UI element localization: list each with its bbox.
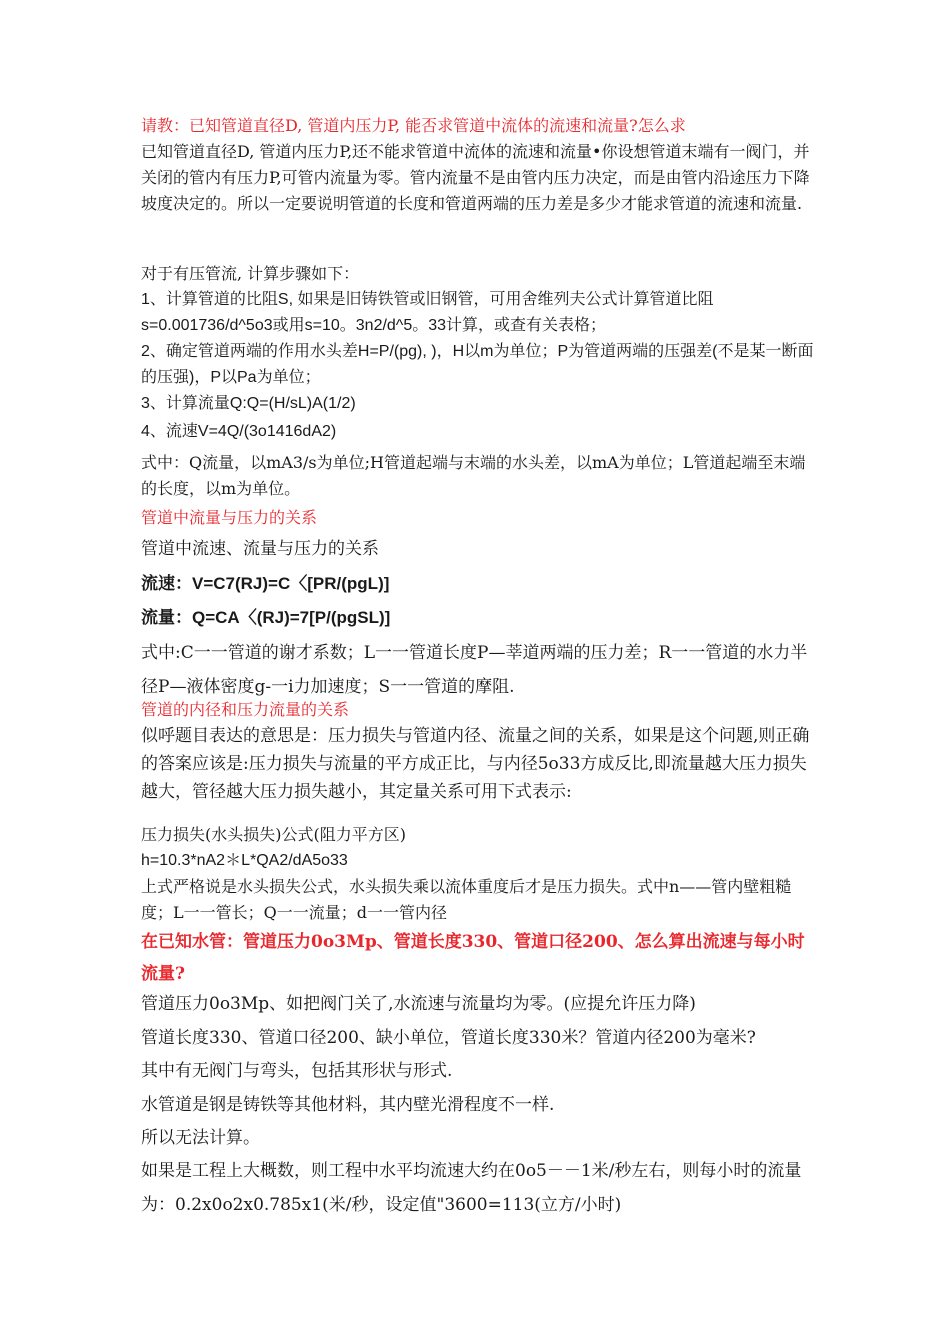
- section-heading-diameter: 管道的内径和压力流量的关系: [141, 700, 350, 719]
- answer-line-6: 如果是工程上大概数，则工程中水平均流速大约在0o5－－1米/秒左右，则每小时的流量为：0.2x0o2x0.785x1(米/秒，设定值"3600=113(立方/小时): [141, 1161, 802, 1215]
- loss-formula-title: 压力损失(水头损失)公式(阻力平方区): [141, 825, 406, 844]
- step-3: 3、计算流量Q:Q=(H/sL)A(1/2): [141, 395, 356, 412]
- symbols-paragraph: 式中:C一一管道的谢才系数；L一一管道长度P—莘道两端的压力差；R一一管道的水力半径P—液体密度g-一i力加速度；S一一管道的摩阻.: [141, 643, 808, 697]
- step-4: 4、流速V=4Q/(3o1416dA2): [141, 423, 337, 440]
- formula-flow: 流量：Q=CA〈(RJ)=7[P/(pgSL)]: [141, 608, 391, 627]
- intro-paragraph: 已知管道直径D, 管道内压力P,还不能求管道中流体的流速和流量•你设想管道末端有一阀门，并关闭的管内有压力P,可管内流量为零。管内流量不是由管内压力决定，而是由管内沿途压力下降坡度决定的。所以一定要说明管道的长度和管道两端的压力差是多少才能求管道的流速和流量.: [141, 142, 810, 213]
- loss-formula: h=10.3*nA2＊L*QA2/dA5o33: [141, 852, 348, 869]
- section-heading-flow-pressure: 管道中流量与压力的关系: [141, 508, 318, 527]
- water-pipe-question: 在已知水管：管道压力0o3Mp、管道长度330、管道口径200、怎么算出流速与每小时流量?: [141, 932, 805, 984]
- answer-line-2: 管道长度330、管道口径200、缺小单位，管道长度330米？管道内径200为毫米?: [141, 1028, 756, 1048]
- notes-paragraph: 式中：Q流量，以mA3/s为单位;H管道起端与末端的水头差，以mA为单位；L管道起端至末端的长度，以m为单位。: [141, 453, 806, 498]
- answer-line-1: 管道压力0o3Mp、如把阀门关了,水流速与流量均为零。(应提允许压力降): [141, 994, 696, 1014]
- section-subtitle: 管道中流速、流量与压力的关系: [141, 539, 379, 559]
- answer-line-4: 水管道是钢是铸铁等其他材料，其内壁光滑程度不一样.: [141, 1095, 555, 1115]
- steps-title: 对于有压管流, 计算步骤如下：: [141, 264, 360, 283]
- answer-line-5: 所以无法计算。: [141, 1128, 260, 1148]
- answer-line-3: 其中有无阀门与弯头，包括其形状与形式.: [141, 1061, 453, 1081]
- question-title: 请教：已知管道直径D, 管道内压力P, 能否求管道中流体的流速和流量?怎么求: [141, 116, 686, 135]
- formula-velocity: 流速：V=C7(RJ)=C〈[PR/(pgL)]: [141, 574, 390, 593]
- section-paragraph: 似呼题目表达的意思是：压力损失与管道内径、流量之间的关系，如果是这个问题,则正确的答案应该是:压力损失与流量的平方成正比，与内径5o33方成反比,即流量越大压力损失越大，管径越大压力损失越小，其定量关系可用下式表示:: [141, 726, 810, 802]
- step-1: 1、计算管道的比阻S, 如果是旧铸铁管或旧钢管，可用舍维列夫公式计算管道比阻s=0.001736/d^5o3或用s=10。3n2/d^5。33计算，或查有关表格；: [141, 291, 714, 334]
- step-2: 2、确定管道两端的作用水头差H=P/(pg), )，H以m为单位；P为管道两端的压强差(不是某一断面的压强)，P以Pa为单位；: [141, 343, 814, 386]
- loss-formula-note: 上式严格说是水头损失公式，水头损失乘以流体重度后才是压力损失。式中n——管内壁粗糙度；L一一管长；Q一一流量；d一一管内径: [141, 877, 792, 922]
